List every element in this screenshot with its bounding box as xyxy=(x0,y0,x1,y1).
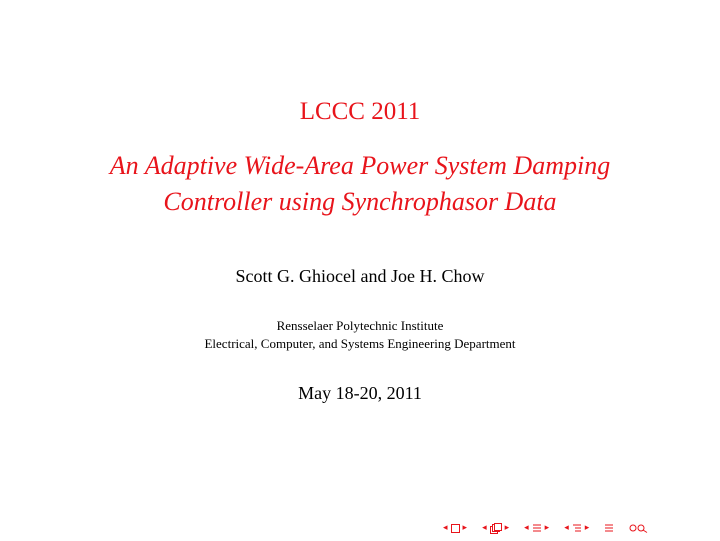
department: Electrical, Computer, and Systems Engineering Department xyxy=(204,336,516,351)
next-section-icon[interactable]: ▸ xyxy=(544,523,550,533)
subsection-icon[interactable] xyxy=(572,523,582,533)
slide-icon[interactable] xyxy=(490,523,502,534)
frame-nav xyxy=(443,523,470,533)
prev-section-icon[interactable]: ◂ xyxy=(524,523,529,533)
section-nav xyxy=(524,523,552,533)
section-icon[interactable] xyxy=(532,523,542,533)
align-icon[interactable] xyxy=(604,523,614,533)
prev-frame-icon[interactable]: ◂ xyxy=(443,523,448,533)
next-frame-icon[interactable]: ▸ xyxy=(462,523,468,533)
talk-title-line-1: An Adaptive Wide-Area Power System Damping xyxy=(109,151,611,180)
presentation-date: May 18-20, 2011 xyxy=(298,383,422,403)
frame-icon[interactable] xyxy=(451,524,460,533)
next-slide-icon[interactable]: ▸ xyxy=(504,523,510,533)
conference-name: LCCC 2011 xyxy=(299,98,421,125)
search-nav xyxy=(629,523,652,533)
align-nav xyxy=(604,523,617,533)
authors: Scott G. Ghiocel and Joe H. Chow xyxy=(235,266,485,286)
next-subsection-icon[interactable]: ▸ xyxy=(584,523,590,533)
prev-subsection-icon[interactable]: ◂ xyxy=(564,523,569,533)
talk-title-line-2: Controller using Synchrophasor Data xyxy=(163,187,557,216)
subsection-nav xyxy=(564,523,592,533)
slide-nav xyxy=(482,523,512,534)
navigation-bar xyxy=(443,522,664,534)
prev-slide-icon[interactable]: ◂ xyxy=(482,523,487,533)
search-icon[interactable] xyxy=(629,523,649,533)
institution: Rensselaer Polytechnic Institute xyxy=(276,318,444,333)
